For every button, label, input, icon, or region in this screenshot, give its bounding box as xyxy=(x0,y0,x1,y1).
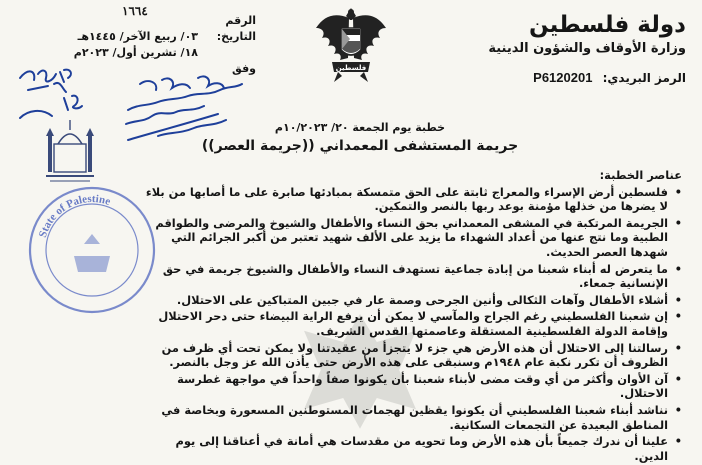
palestine-eagle-emblem-icon xyxy=(312,2,390,94)
list-item: • الجريمة المرتكبة في المشفى المعمداني بحق النساء والأطفال والشيوخ والمرضى والطواقم الطبية وما نتج عنها من أعداد الشهداء ما يزيد على الألف شهيد تعتبر من أكبر الجرائم التي شهدها العصر الحديث. xyxy=(155,215,682,259)
svg-text:State of Palestine xyxy=(37,193,112,239)
reference-number-label: الرقم xyxy=(225,14,256,27)
stamp-text: State of Palestine xyxy=(36,192,112,240)
bullet-icon: • xyxy=(674,402,682,417)
sermon-body xyxy=(142,168,682,465)
postal-code-line xyxy=(488,70,686,85)
bullet-icon: • xyxy=(674,215,682,230)
bullet-icon: • xyxy=(674,261,682,276)
gregorian-date: ١٨/ تشرين أول/ ٢٠٢٣م xyxy=(73,46,198,59)
bullet-icon: • xyxy=(674,340,682,355)
list-item: • علينا أن ندرك جميعاً بأن هذه الأرض وما تحويه من مقدسات هي أمانة في أعناقنا إلى يوم الدين. xyxy=(175,434,682,463)
bullet-icon: • xyxy=(674,292,682,307)
elements-heading: عناصر الخطبة: xyxy=(599,168,682,182)
emblem-caption: فلسطين xyxy=(335,64,367,72)
list-item: • فلسطين أرض الإسراء والمعراج ثابتة على الحق متمسكة بمبادئها صابرة على ما أصابها من بلاء لا يضرها من خذلها مؤمنة بوعد ربها بالنصر والتمكين. xyxy=(145,184,682,214)
sermon-title: جريمة المستشفى المعمداني ((جريمة العصر)) xyxy=(201,138,519,154)
postal-code-label: الرمز البريدي: xyxy=(602,71,686,85)
list-item: • آن الأوان وأكثر من أي وقت مضى لأبناء شعبنا بأن يكونوا صفاً واحداً في مواجهة غطرسة الاحتلال. xyxy=(177,371,682,401)
date-label: التاريخ: xyxy=(216,30,256,43)
bullet-icon: • xyxy=(674,309,682,324)
list-item: • رسالتنا إلى الاحتلال أن هذه الأرض هي جزء لا يتجزأ من عقيدتنا ولا يمكن تحت أي ظرف من الظروف أن تكرر نكبة عام ١٩٤٨م وسنبقى على هذه الأرض حتى يأذن الله عز وجل بالنصر. xyxy=(161,340,682,370)
bullet-icon: • xyxy=(674,434,682,449)
letterhead xyxy=(488,12,686,85)
reference-number: ١٦٦٤ xyxy=(122,4,148,18)
ministry-name: وزارة الأوقاف والشؤون الدينية xyxy=(488,41,686,56)
list-item: • ما يتعرض له أبناء شعبنا من إبادة جماعية تستهدف النساء والأطفال والشيوخ جريمة في حق الإنسانية جمعاء. xyxy=(162,261,682,291)
list-item: • نناشد أبناء شعبنا الفلسطيني أن يكونوا يقظين لهجمات المستوطنين المسعورة وبخاصة في المناطق البعيدة عن التجمعات السكانية. xyxy=(161,402,682,432)
bullet-icon: • xyxy=(674,371,682,386)
hijri-date: ٠٣/ ربيع الآخر/ ١٤٤٥هـ xyxy=(77,30,198,43)
state-name: دولة فلسطين xyxy=(528,12,686,38)
sermon-date: خطبة يوم الجمعة ٢٠/ ١٠/٢٠٢٣م xyxy=(274,121,446,134)
list-item: • أشلاء الأطفال وآهات الثكالى وأنين الجرحى وصمة عار في جبين المتباكين على الاحتلال. xyxy=(176,292,682,307)
corresponding-label: وفق xyxy=(232,62,256,75)
postal-code-value: P6120201 xyxy=(533,70,593,85)
list-item: • إن شعبنا الفلسطيني رغم الجراح والمآسي لا يمكن أن يرفع الراية البيضاء حتى دحر الاحتلال وإقامة الدولة الفلسطينية المستقلة وعاصمتها القدس الشريف. xyxy=(158,309,682,338)
bullet-icon: • xyxy=(674,184,682,199)
